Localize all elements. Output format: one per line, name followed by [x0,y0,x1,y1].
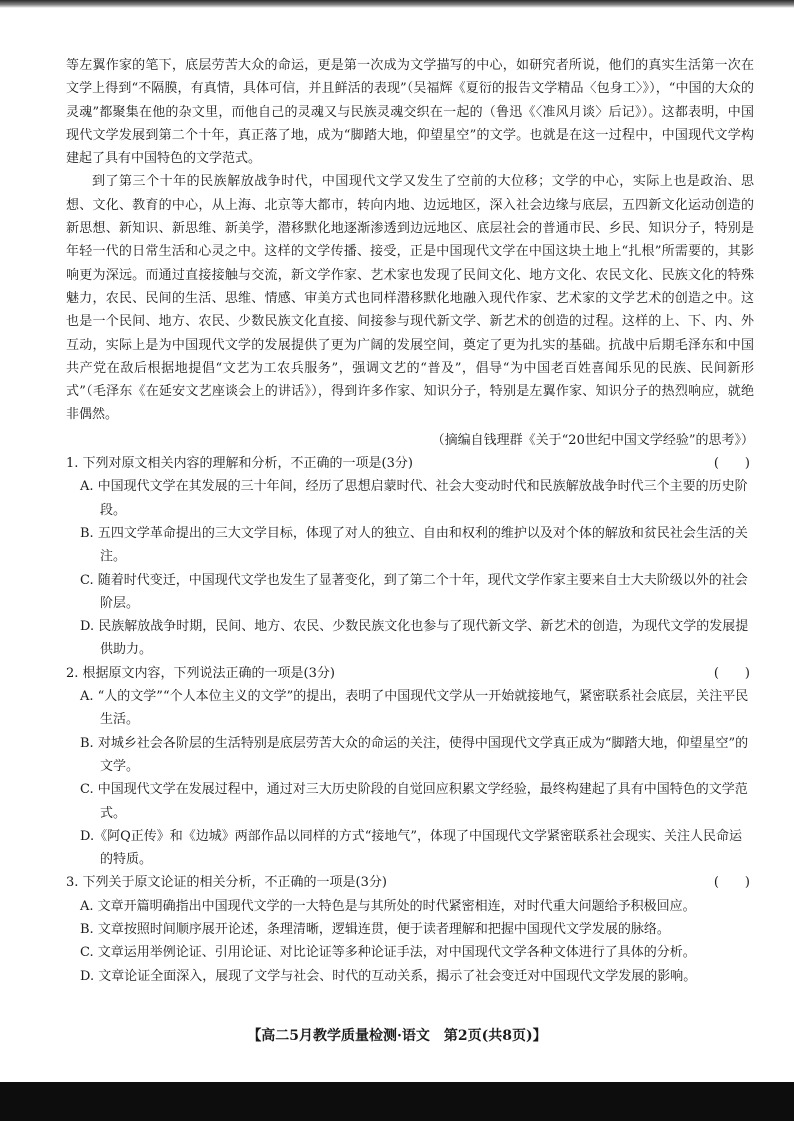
option-a: A. “人的文学”“个人本位主义的文学”的提出，表明了中国现代文学从一开始就接地气，紧密联系社会底层，关注平民生活。 [80,689,749,728]
option-a: A. 中国现代文学在其发展的三十年间，经历了思想启蒙时代、社会大变动时代和民族解放战争时代三个主要的历史阶段。 [80,479,748,518]
answer-blank: ( ) [713,875,750,891]
option-b: B. 五四文学革命提出的三大文学目标，体现了对人的独立、自由和权利的维护以及对个体的解放和贫民社会生活的关注。 [80,525,748,565]
passage-source: （摘编自钱理群《关于“20世纪中国文学经验”的思考》） [431,432,754,448]
page-footer: 【高二5月教学质量检测·语文 第2页(共8页)】 [247,1028,547,1044]
question-stem: 1. 下列对原文相关内容的理解和分析，不正确的一项是(3分) [66,456,413,472]
option-a: A. 文章开篇明确指出中国现代文学的一大特色是与其所处的时代紧密相连，对时代重大问题给予积极回应。 [80,898,696,914]
option-d: D. 文章论证全面深入，展现了文学与社会、时代的互动关系，揭示了社会变迁对中国现代文学发展的影响。 [80,968,697,984]
option-c: C. 文章运用举例论证、引用论证、对比论证等多种论证手法，对中国现代文学各种文体进行了具体的分析。 [80,945,696,961]
question-2 [66,662,754,872]
scan-top-edge [0,0,794,8]
option-b: B. 对城乡社会各阶层的生活特别是底层劳苦大众的命运的关注，使得中国现代文学真正成为“脚踏大地，仰望星空”的文学。 [80,735,749,774]
answer-blank: ( ) [713,665,750,681]
scan-bottom-edge [0,1082,794,1121]
passage-paragraph-1: 等左翼作家的笔下，底层劳苦大众的命运，更是第一次成为文学描写的中心，如研究者所说，他们的真实生活第一次在文学上得到“不隔膜，有真情，具体可信，并且鲜活的表现”（吴福辉《夏衍的报告文学精品〈包身工〉》），“中国的大众的灵魂”都聚集在他的杂文里，而他自己的灵魂又与民族灵魂交织在一起的（鲁迅《〈准风月谈〉后记》）。这都表明，中国现代文学发展到第二个十年，真正落了地，成为“脚踏大地，仰望星空”的文学。也就是在这一过程中，中国现代文学构建起了具有中国特色的文学范式。 [66,58,754,167]
question-1 [66,452,754,662]
question-3 [66,871,754,987]
exam-page [66,54,754,988]
option-d: D.《阿Q正传》和《边城》两部作品以同样的方式“接地气”，体现了中国现代文学紧密联系社会现实、关注人民命运的特质。 [80,828,743,868]
option-b: B. 文章按照时间顺序展开论述，条理清晰，逻辑连贯，便于读者理解和把握中国现代文学发展的脉络。 [80,921,670,937]
option-c: C. 随着时代变迁，中国现代文学也发生了显著变化，到了第二个十年，现代文学作家主要来自士大夫阶级以外的社会阶层。 [80,572,748,611]
question-stem: 2. 根据原文内容，下列说法正确的一项是(3分) [66,665,335,681]
answer-blank: ( ) [713,456,750,472]
question-stem: 3. 下列关于原文论证的相关分析，不正确的一项是(3分) [66,875,387,891]
passage-paragraph-2: 到了第三个十年的民族解放战争时代，中国现代文学又发生了空前的大位移；文学的中心，实际上也是政治、思想、文化、教育的中心，从上海、北京等大都市，转向内地、边远地区，深入社会边缘与底层，五四新文化运动创造的新思想、新知识、新思维、新美学，潜移默化地逐渐渗透到边远地区、底层社会的普通市民、乡民、知识分子，特别是年轻一代的日常生活和心灵之中。这样的文学传播、接受，正是中国现代文学在中国这块土地上“扎根”所需要的，其影响更为深远。而通过直接接触与交流，新文学作家、艺术家也发现了民间文化、地方文化、农民文化、民族文化的特殊魅力，农民、民间的生活、思维、情感、审美方式也同样潜移默化地融入现代作家、艺术家的文学艺术的创造之中。这也是一个民间、地方、农民、少数民族文化直接、间接参与现代新文学、新艺术的创造的过程。这样的上、下、内、外互动，实际上是为中国现代文学的发展提供了更为广阔的发展空间，奠定了更为扎实的基础。抗战中后期毛泽东和中国共产党在敌后根据地提倡“文艺为工农兵服务”，强调文艺的“普及”，倡导“为中国老百姓喜闻乐见的民族、民间新形式”（毛泽东《在延安文艺座谈会上的讲话》），得到许多作家、知识分子，特别是左翼作家、知识分子的热烈响应，就绝非偶然。 [66,174,754,423]
option-c: C. 中国现代文学在发展过程中，通过对三大历史阶段的自觉回应积累文学经验，最终构建起了具有中国特色的文学范式。 [80,782,748,821]
option-d: D. 民族解放战争时期，民间、地方、农民、少数民族文化也参与了现代新文学、新艺术的创造，为现代文学的发展提供助力。 [80,619,749,658]
